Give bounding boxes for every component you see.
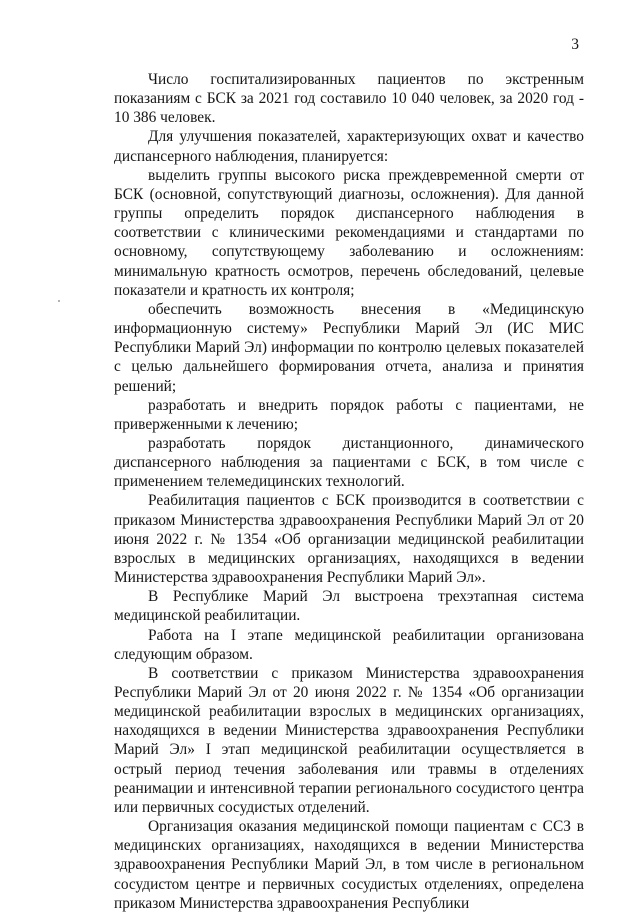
paragraph-three-stage-system: В Республике Марий Эл выстроена трехэтапная система медицинской реабилитации. <box>114 588 584 625</box>
paragraph-stage-one-organization: Работа на I этапе медицинской реабилитации организована следующим образом. <box>114 626 584 663</box>
paragraph-stage-one-details: В соответствии с приказом Министерства здравоохранения Республики Марий Эл от 20 июня 2022 г. № 1354 «Об организации медицинской реабилитации взрослых в медицинских организациях, находящихся в ведении Министерства здравоохранения Республики Марий Эл» I этап медицинской реабилитации осуществляется в острый период течения заболевания или травмы в отделениях реанимации и интенсивной терапии регионального сосудистого центра или первичных сосудистых отделений. <box>114 664 584 816</box>
page-number: 3 <box>571 36 579 53</box>
paragraph-non-adherent-patients: разработать и внедрить порядок работы с пациентами, не приверженными к лечению; <box>114 396 584 433</box>
paragraph-information-system: обеспечить возможность внесения в «Медицинскую информационную систему» Республики Марий Эл (ИС МИС Республики Марий Эл) информации по контролю целевых показателей с целью дальнейшего формирования отчета, анализа и принятия решений; <box>114 300 584 395</box>
paragraph-improvement-plan-intro: Для улучшения показателей, характеризующих охват и качество диспансерного наблюдения, планируется: <box>114 128 584 165</box>
paragraph-hospitalization-count: Число госпитализированных пациентов по экстренным показаниям с БСК за 2021 год составило 10 040 человек, за 2020 год - 10 386 человек. <box>114 71 584 127</box>
paragraph-cardiovascular-care-organization: Организация оказания медицинской помощи пациентам с ССЗ в медицинских организациях, находящихся в ведении Министерства здравоохранения Республики Марий Эл, в том числе в региональном сосудистом центре и первичных сосудистых отделениях, определена приказом Министерства здравоохранения Республики <box>114 818 584 912</box>
paragraph-high-risk-groups: выделить группы высокого риска преждевременной смерти от БСК (основной, сопутствующий диагнозы, осложнения). Для данной группы определить порядок диспансерного наблюдения в соответствии с клиническими рекомендациями и стандартами по основному, сопутствующему заболеванию и осложнениям: минимальную кратность осмотров, перечень обследований, целевые показатели и кратность их контроля; <box>114 166 584 299</box>
document-body <box>114 70 584 913</box>
paragraph-rehabilitation-order: Реабилитация пациентов с БСК производится в соответствии с приказом Министерства здравоохранения Республики Марий Эл от 20 июня 2022 г. № 1354 «Об организации медицинской реабилитации взрослых в медицинских организациях, находящихся в ведении Министерства здравоохранения Республики Марий Эл». <box>114 492 584 587</box>
paragraph-remote-monitoring: разработать порядок дистанционного, динамического диспансерного наблюдения за пациентами с БСК, в том числе с применением телемедицинских технологий. <box>114 434 584 491</box>
scan-artifact-dot <box>58 300 60 302</box>
